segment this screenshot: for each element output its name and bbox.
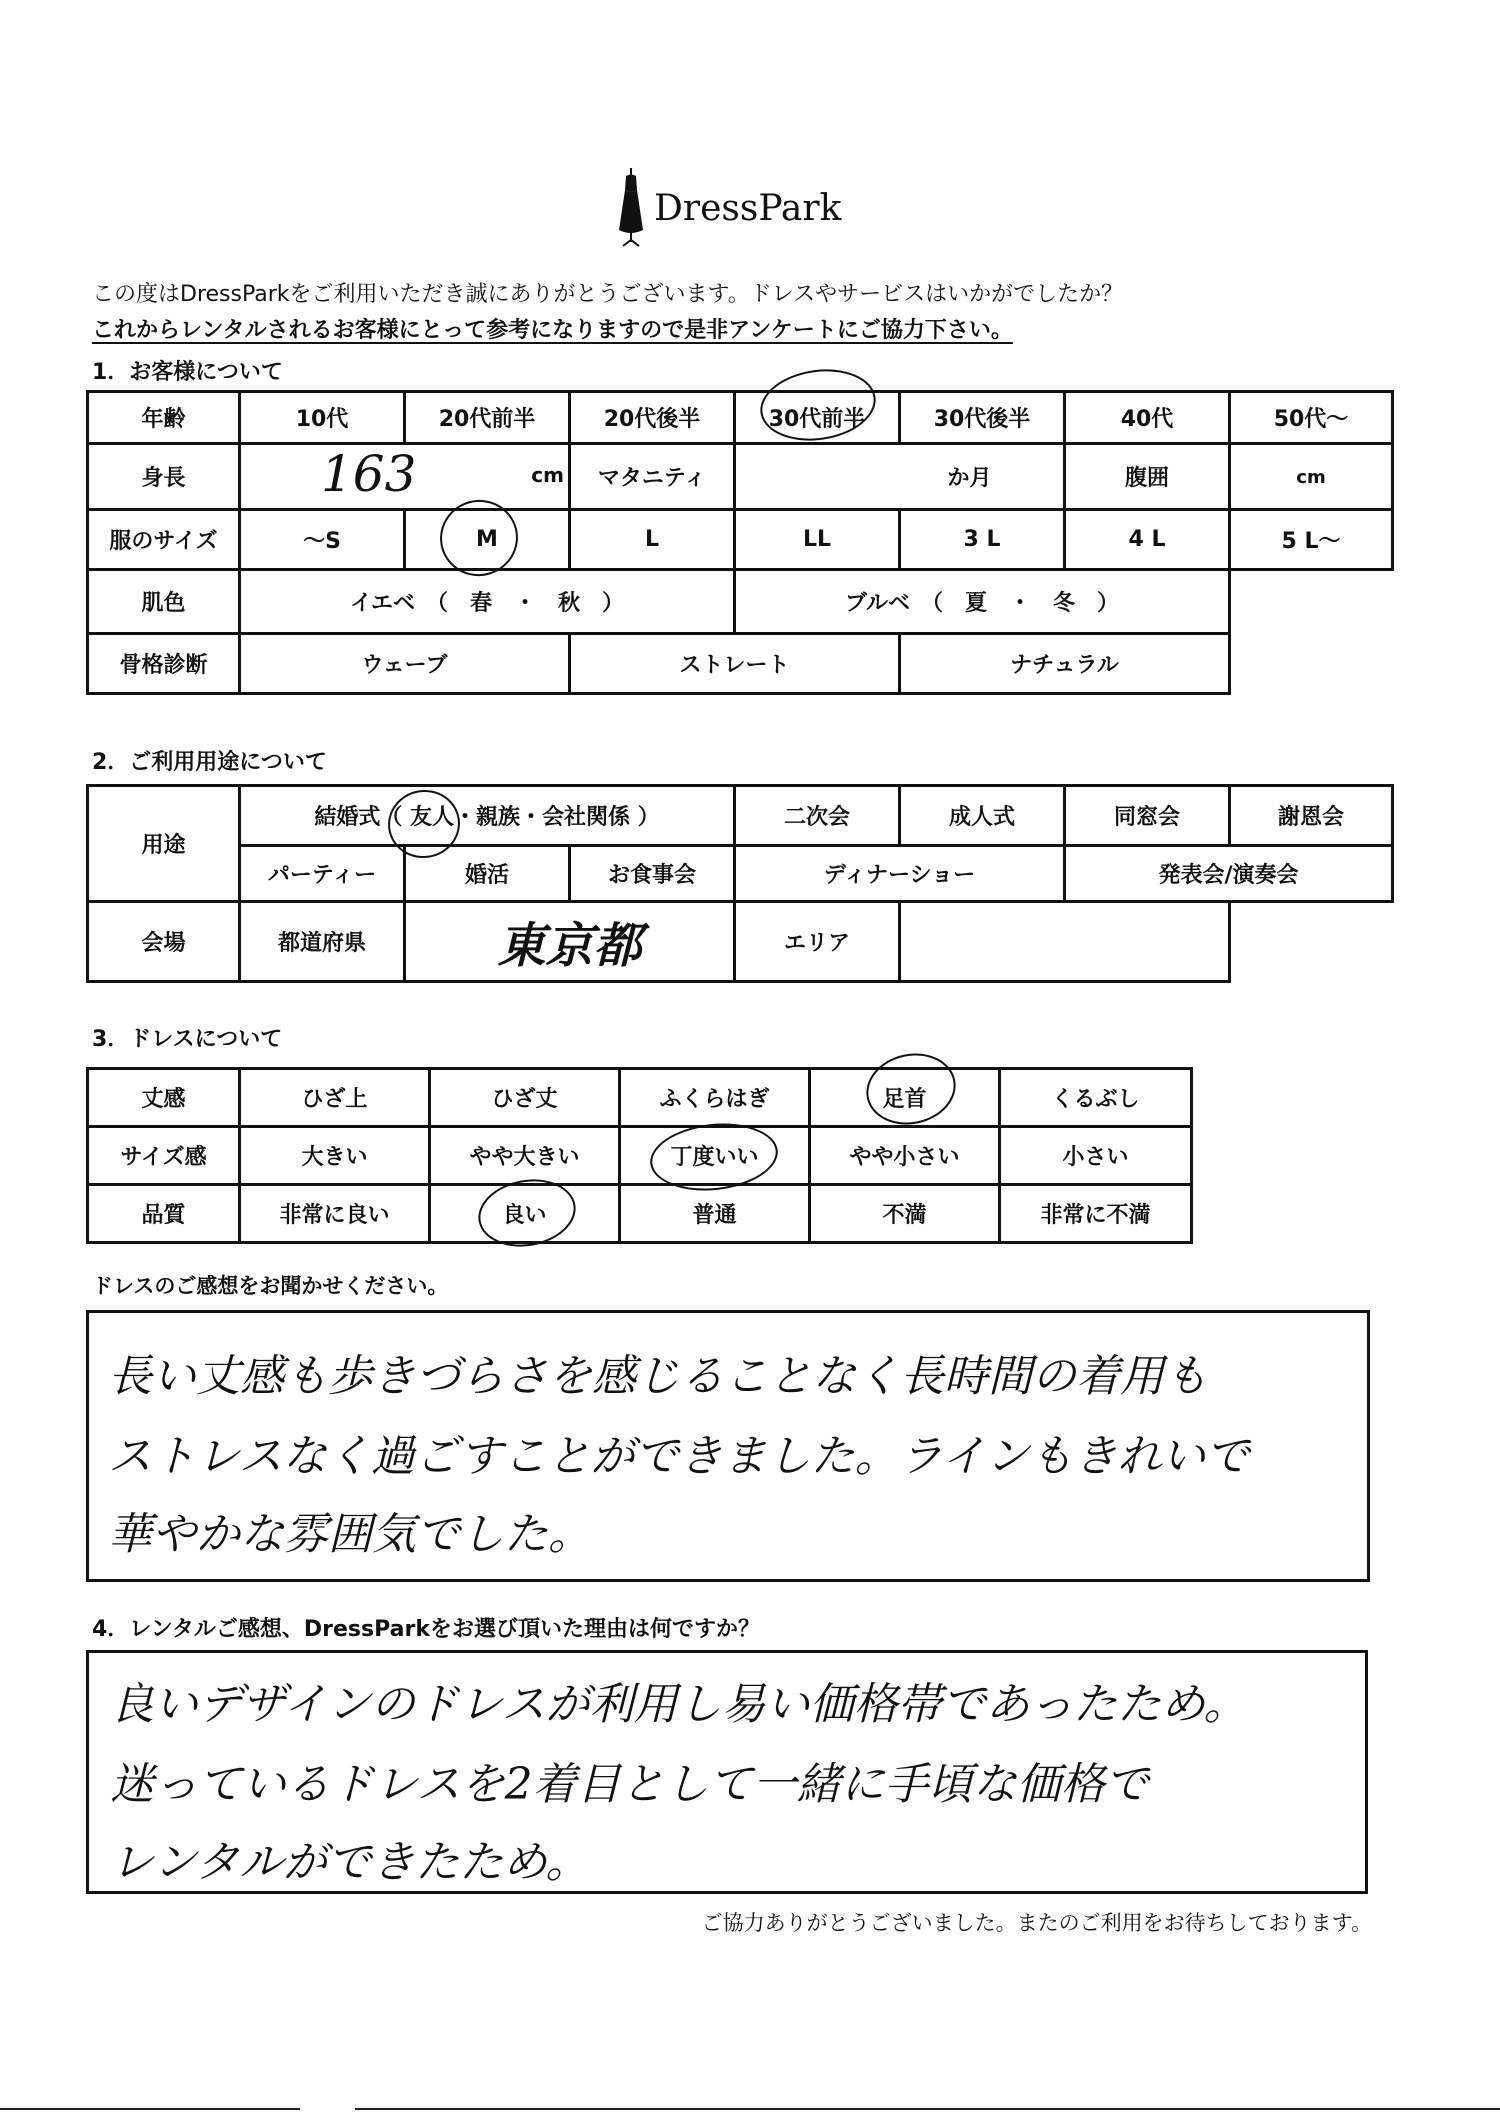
height-row xyxy=(88,444,1393,510)
height-field[interactable] xyxy=(240,444,570,510)
area-value[interactable] xyxy=(900,902,1230,982)
brand-logo xyxy=(618,168,841,248)
quality-label: 品質 xyxy=(88,1185,240,1243)
age-row xyxy=(88,392,1393,444)
prefecture-value[interactable]: 東京都 xyxy=(405,902,735,982)
waist-field[interactable] xyxy=(1230,444,1393,510)
maternity-field[interactable] xyxy=(735,444,1065,510)
divider xyxy=(0,2108,300,2110)
length-option[interactable]: くるぶし xyxy=(1000,1069,1192,1127)
dress-comment-prompt: ドレスのご感想をお聞かせください。 xyxy=(92,1274,449,1298)
reason-comment-line: 迷っているドレスを2着目として一緒に手頃な価格で xyxy=(110,1759,1149,1810)
section4-title: 4．レンタルご感想、DressParkをお選び頂いた理由は何ですか？ xyxy=(92,1617,760,1642)
size-option-selected[interactable]: M xyxy=(405,510,570,570)
age-option[interactable]: 20代後半 xyxy=(570,392,735,444)
size-option[interactable]: 5 L～ xyxy=(1230,510,1393,570)
body-type-option[interactable]: ウェーブ xyxy=(240,634,570,694)
section1-title: 1．お客様について xyxy=(92,360,283,385)
fit-option[interactable]: 大きい xyxy=(240,1127,430,1185)
purpose-option[interactable]: ディナーショー xyxy=(735,846,1065,902)
length-option[interactable]: ひざ丈 xyxy=(430,1069,620,1127)
blank-cell xyxy=(1230,634,1393,694)
length-option-selected[interactable]: 足首 xyxy=(810,1069,1000,1127)
size-option[interactable]: L xyxy=(570,510,735,570)
dress-form-icon xyxy=(618,168,644,248)
skin-blue-option[interactable]: ブルベ （ 夏 ・ 冬 ） xyxy=(735,570,1230,634)
fit-row xyxy=(88,1127,1192,1185)
purpose-row-2 xyxy=(88,846,1393,902)
length-row xyxy=(88,1069,1192,1127)
section3-title: 3．ドレスについて xyxy=(92,1027,283,1052)
divider xyxy=(355,2108,1500,2110)
purpose-option[interactable]: 成人式 xyxy=(900,786,1065,846)
prefecture-label: 都道府県 xyxy=(240,902,405,982)
dress-comment-line: 華やかな雰囲気でした。 xyxy=(108,1509,592,1560)
fit-label: サイズ感 xyxy=(88,1127,240,1185)
reason-comment-line: 良いデザインのドレスが利用し易い価格帯であったため。 xyxy=(110,1679,1248,1730)
age-option[interactable]: 40代 xyxy=(1065,392,1230,444)
intro-request: これからレンタルされるお客様にとって参考になりますので是非アンケートにご協力下さい。 xyxy=(92,318,1013,343)
quality-option[interactable]: 非常に不満 xyxy=(1000,1185,1192,1243)
quality-option[interactable]: 普通 xyxy=(620,1185,810,1243)
height-unit: cm xyxy=(531,463,564,487)
size-option[interactable]: 4 L xyxy=(1065,510,1230,570)
size-row xyxy=(88,510,1393,570)
skin-yellow-option[interactable]: イエベ （ 春 ・ 秋 ） xyxy=(240,570,735,634)
length-option[interactable]: ふくらはぎ xyxy=(620,1069,810,1127)
fit-option[interactable]: 小さい xyxy=(1000,1127,1192,1185)
body-type-option[interactable]: ナチュラル xyxy=(900,634,1230,694)
quality-option[interactable]: 不満 xyxy=(810,1185,1000,1243)
skin-row xyxy=(88,570,1393,634)
size-option[interactable]: LL xyxy=(735,510,900,570)
purpose-option[interactable]: お食事会 xyxy=(570,846,735,902)
venue-label: 会場 xyxy=(88,902,240,982)
skin-label: 肌色 xyxy=(88,570,240,634)
body-type-label: 骨格診断 xyxy=(88,634,240,694)
height-value: 163 xyxy=(321,445,417,503)
blank-cell xyxy=(1230,570,1393,634)
waist-label: 腹囲 xyxy=(1065,444,1230,510)
quality-row xyxy=(88,1185,1192,1243)
quality-option-selected[interactable]: 良い xyxy=(430,1185,620,1243)
body-type-option[interactable]: ストレート xyxy=(570,634,900,694)
age-option-selected[interactable]: 30代前半 xyxy=(735,392,900,444)
height-label: 身長 xyxy=(88,444,240,510)
purpose-row-1 xyxy=(88,786,1393,846)
dress-comment-line: ストレスなく過ごすことができました。ラインもきれいで xyxy=(108,1431,1250,1482)
purpose-option[interactable]: 発表会/演奏会 xyxy=(1065,846,1393,902)
purpose-label: 用途 xyxy=(88,786,240,902)
maternity-label: マタニティ xyxy=(570,444,735,510)
size-option[interactable]: 3 L xyxy=(900,510,1065,570)
wedding-option[interactable]: 結婚式（ 友人・親族・会社関係 ） xyxy=(240,786,735,846)
body-type-row xyxy=(88,634,1393,694)
usage-table xyxy=(86,784,1394,983)
size-label: 服のサイズ xyxy=(88,510,240,570)
purpose-option[interactable]: 謝恩会 xyxy=(1230,786,1393,846)
size-option[interactable]: ～S xyxy=(240,510,405,570)
intro-text: この度はDressParkをご利用いただき誠にありがとうございます。ドレスやサービスはいかがでしたか？ xyxy=(92,282,1124,307)
purpose-option[interactable]: 婚活 xyxy=(405,846,570,902)
venue-row xyxy=(88,902,1393,982)
section2-title: 2．ご利用用途について xyxy=(92,750,327,775)
dress-comment-line: 長い丈感も歩きづらさを感じることなく長時間の着用も xyxy=(108,1351,1208,1402)
footer-thanks: ご協力ありがとうございました。またのご利用をお待ちしております。 xyxy=(701,1911,1372,1935)
purpose-option[interactable]: パーティー xyxy=(240,846,405,902)
fit-option[interactable]: やや小さい xyxy=(810,1127,1000,1185)
age-label: 年齢 xyxy=(88,392,240,444)
purpose-option[interactable]: 二次会 xyxy=(735,786,900,846)
dress-table xyxy=(86,1067,1193,1244)
fit-option[interactable]: やや大きい xyxy=(430,1127,620,1185)
purpose-option[interactable]: 同窓会 xyxy=(1065,786,1230,846)
maternity-unit: か月 xyxy=(947,466,992,491)
quality-option[interactable]: 非常に良い xyxy=(240,1185,430,1243)
age-option[interactable]: 10代 xyxy=(240,392,405,444)
fit-option-selected[interactable]: 丁度いい xyxy=(620,1127,810,1185)
age-option[interactable]: 50代～ xyxy=(1230,392,1393,444)
area-label: エリア xyxy=(735,902,900,982)
age-option[interactable]: 30代後半 xyxy=(900,392,1065,444)
brand-name: DressPark xyxy=(654,187,842,229)
waist-unit: cm xyxy=(1296,467,1326,488)
age-option[interactable]: 20代前半 xyxy=(405,392,570,444)
reason-comment-line: レンタルができたため。 xyxy=(110,1837,590,1888)
blank-cell xyxy=(1230,902,1393,982)
length-label: 丈感 xyxy=(88,1069,240,1127)
length-option[interactable]: ひざ上 xyxy=(240,1069,430,1127)
customer-info-table xyxy=(86,390,1394,695)
